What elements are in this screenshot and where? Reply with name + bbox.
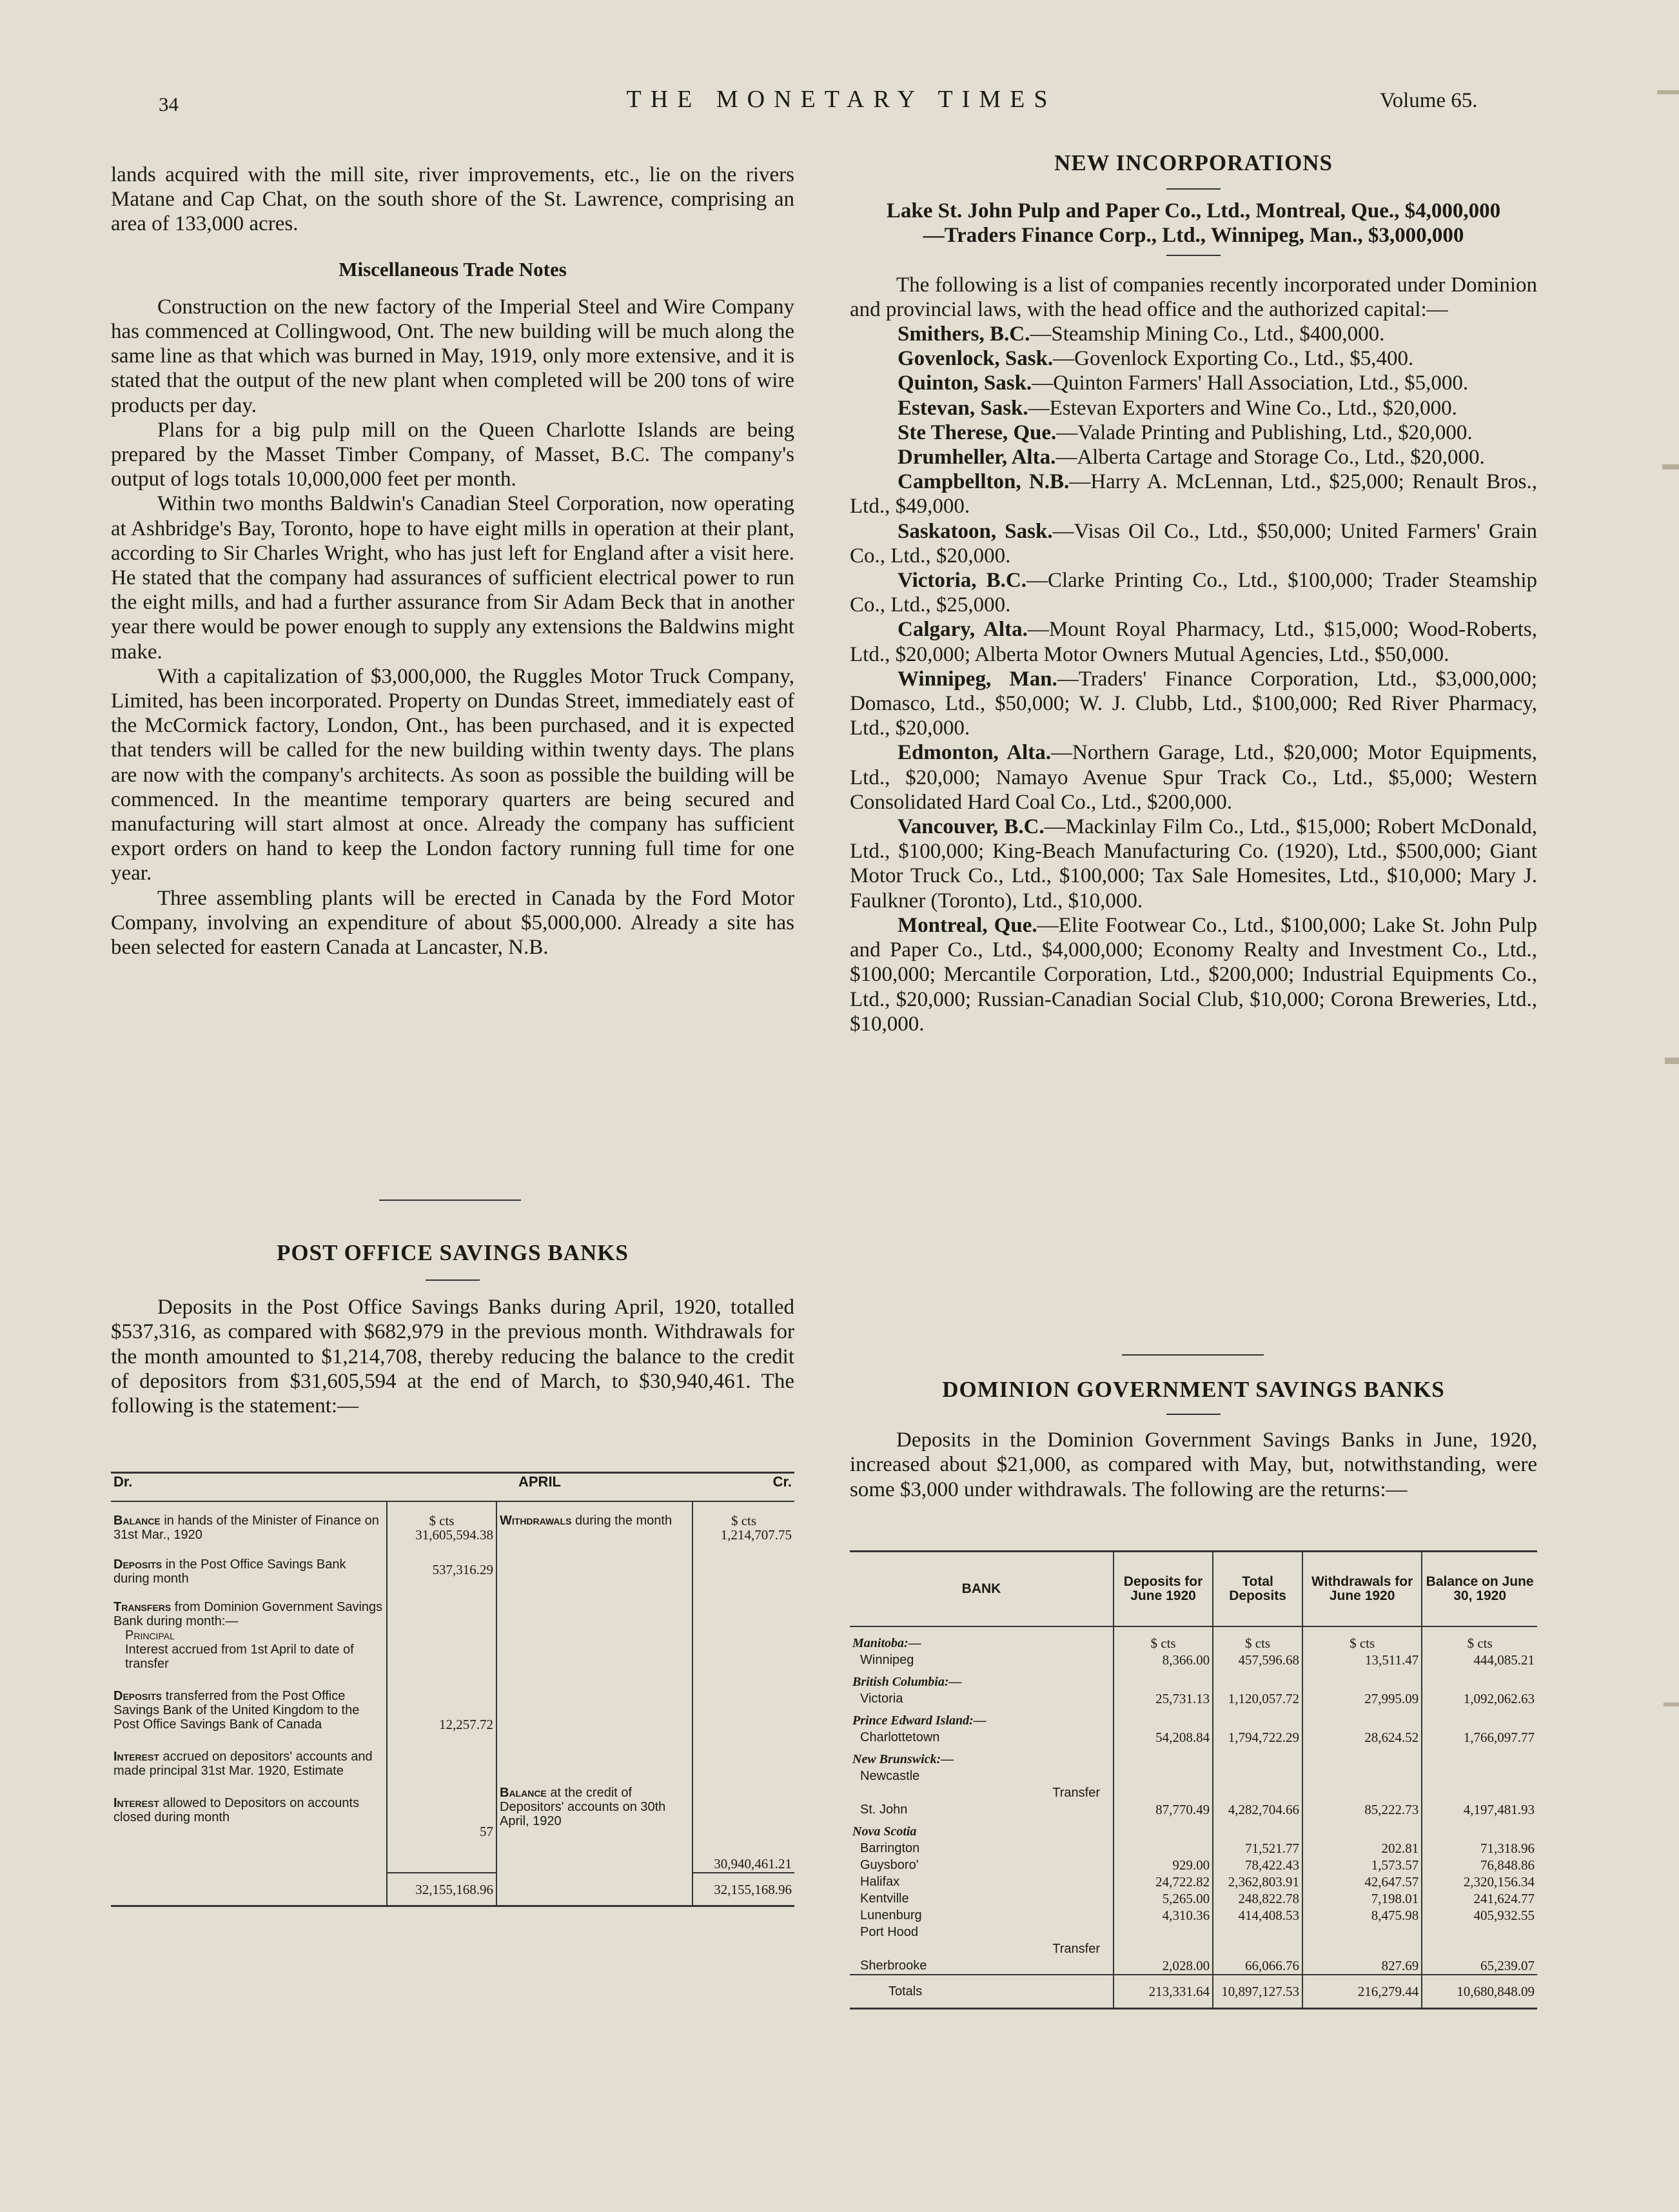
total-wd: 216,279.44 — [1302, 1975, 1422, 2009]
cell-tot — [1213, 1940, 1302, 1957]
col-deposits: Deposits for June 1920 — [1114, 1552, 1213, 1627]
dr-header: Dr. — [111, 1473, 387, 1502]
incorporation-entry — [850, 371, 1537, 395]
entry-text: —Estevan Exporters and Wine Co., Ltd., $20,000. — [1028, 396, 1457, 420]
incorporation-entry — [850, 346, 1537, 371]
cell-tot: 71,521.77 — [1213, 1840, 1302, 1857]
cell-tot: 1,120,057.72 — [1213, 1690, 1302, 1707]
page-edge-mark — [1657, 90, 1679, 94]
incorporation-entry — [850, 445, 1537, 469]
bank-name: Kentville — [860, 1891, 909, 1906]
post-office-statement-table — [111, 1472, 794, 1907]
cell-dep: 25,731.13 — [1114, 1690, 1213, 1707]
cell-dep: 929.00 — [1114, 1857, 1213, 1873]
entry-text: —Northern Garage, Ltd., $20,000; Motor Equipments, Ltd., $20,000; Namayo Avenue Spur Track Co., Ltd., $5,000; Western Consolidated Hard Coal Co., Ltd., $200,000. — [850, 741, 1537, 814]
entry-text: —Traders' Finance Corporation, Ltd., $3,000,000; Domasco, Ltd., $50,000; W. J. Clubb, Ltd., $100,000; Red River Pharmacy, Ltd., $20,000. — [850, 667, 1537, 740]
cell-tot: 2,362,803.91 — [1213, 1873, 1302, 1890]
cell-wd — [1302, 1768, 1422, 1784]
entry-place: Vancouver, B.C. — [898, 815, 1045, 839]
table-row — [850, 1652, 1537, 1668]
cell-bal — [1422, 1940, 1537, 1957]
cell-bal: 444,085.21 — [1422, 1652, 1537, 1668]
cell-tot: 4,282,704.66 — [1213, 1801, 1302, 1818]
cr-header: Cr. — [692, 1473, 794, 1502]
table-row — [850, 1857, 1537, 1873]
units-label: $ cts — [1114, 1626, 1213, 1652]
province-label: New Brunswick:— — [852, 1752, 954, 1766]
cell-dep — [1114, 1924, 1213, 1940]
entry-place: Drumheller, Alta. — [898, 446, 1056, 469]
table-row: Deposits transferred from the Post Office Savings Bank of the United Kingdom to the Post Office Savings Bank of Canada 12,257.72 — [111, 1672, 794, 1733]
cell-bal — [1422, 1768, 1537, 1784]
incorporation-entry — [850, 913, 1537, 1036]
heading-rule — [1166, 188, 1221, 190]
incorporations-intro: The following is a list of companies recently incorporated under Dominion and provincial laws, with the head office and the authorized capital:— — [850, 273, 1537, 321]
cell-dep — [1114, 1784, 1213, 1801]
table-row — [850, 1690, 1537, 1707]
entry-place: Ste Therese, Que. — [898, 420, 1057, 444]
uk-transfer-amount: 12,257.72 — [387, 1672, 496, 1733]
new-incorporations-heading: NEW INCORPORATIONS — [1054, 150, 1333, 175]
heading-rule — [1166, 1414, 1221, 1415]
units-label: $ cts — [1302, 1626, 1422, 1652]
table-row — [850, 1801, 1537, 1818]
cell-wd: 28,624.52 — [1302, 1729, 1422, 1746]
entry-text: —Steamship Mining Co., Ltd., $400,000. — [1030, 322, 1385, 346]
table-row — [850, 1940, 1537, 1957]
incorporation-entry — [850, 420, 1537, 445]
entry-text: —Valade Printing and Publishing, Ltd., $20,000. — [1056, 420, 1473, 444]
table-header-row — [111, 1473, 794, 1502]
table-row — [850, 1873, 1537, 1890]
interest-allowed-amount: 57 — [387, 1779, 496, 1873]
incorporation-entry — [850, 568, 1537, 617]
units-label: $ cts — [1213, 1626, 1302, 1652]
entry-text: —Mackinlay Film Co., Ltd., $15,000; Robert McDonald, Ltd., $100,000; King-Beach Manufacturing Co. (1920), Ltd., $500,000; Giant Motor Truck Co., Ltd., $100,000; Tax Sale Homesites, Ltd., $10,000; Mary J. Faulkner (Toronto), Ltd., $10,000. — [850, 815, 1538, 913]
incorporation-entry — [850, 396, 1537, 420]
deposits-amount: 537,316.29 — [387, 1543, 496, 1587]
province-label: Prince Edward Island:— — [852, 1713, 987, 1728]
col-total: Total Deposits — [1213, 1552, 1302, 1627]
entry-place: Govenlock, Sask. — [898, 347, 1054, 371]
entry-place: Edmonton, Alta. — [898, 741, 1051, 765]
dominion-section — [850, 1378, 1537, 1502]
cell-dep — [1114, 1940, 1213, 1957]
april-header: APRIL — [387, 1473, 692, 1502]
col-balance: Balance on June 30, 1920 — [1422, 1552, 1537, 1627]
table-total-row — [111, 1873, 794, 1906]
entry-text: —Visas Oil Co., Ltd., $50,000; United Farmers' Grain Co., Ltd., $20,000. — [850, 519, 1537, 568]
bank-name: Sherbrooke — [860, 1959, 927, 1973]
entry-place: Smithers, B.C. — [898, 322, 1030, 346]
dominion-paragraph: Deposits in the Dominion Government Savings Banks in June, 1920, increased about $21,000, as compared with May, but, notwithstanding, were some $3,000 under withdrawals. The following are the returns:— — [850, 1428, 1537, 1501]
cell-wd: 42,647.57 — [1302, 1873, 1422, 1890]
cell-wd: 13,511.47 — [1302, 1652, 1422, 1668]
table-row: Balance in hands of the Minister of Finance on 31st Mar., 1920 $ cts 31,605,594.38 Withdrawals during the month $ cts 1,214,707.75 — [111, 1501, 794, 1543]
group-row — [850, 1707, 1537, 1729]
incorporation-entry — [850, 322, 1537, 346]
cell-wd: 27,995.09 — [1302, 1690, 1422, 1707]
group-row — [850, 1818, 1537, 1840]
entry-place: Winnipeg, Man. — [898, 667, 1057, 691]
left-column — [111, 163, 794, 960]
page-edge-mark — [1662, 464, 1679, 469]
entry-text: —Mount Royal Pharmacy, Ltd., $15,000; Wood-Roberts, Ltd., $20,000; Alberta Motor Owners Mutual Agencies, Ltd., $50,000. — [850, 618, 1537, 666]
page-edge-mark — [1664, 1703, 1679, 1706]
cell-wd — [1302, 1924, 1422, 1940]
closing-balance: 30,940,461.21 — [692, 1779, 794, 1873]
paragraph-masset-timber: Plans for a big pulp mill on the Queen Charlotte Islands are being prepared by the Masset Timber Company, of Masset, B.C. The company's output of logs totals 10,000,000 feet per month. — [111, 418, 794, 491]
bank-name: Transfer — [1052, 1942, 1100, 1956]
left-total: 32,155,168.96 — [387, 1873, 496, 1906]
cell-tot: 457,596.68 — [1213, 1652, 1302, 1668]
cell-dep: 8,366.00 — [1114, 1652, 1213, 1668]
dominion-heading: DOMINION GOVERNMENT SAVINGS BANKS — [942, 1377, 1445, 1402]
group-row — [850, 1668, 1537, 1690]
total-bal: 10,680,848.09 — [1422, 1975, 1537, 2009]
misc-trade-notes-heading: Miscellaneous Trade Notes — [339, 257, 567, 281]
withdrawals-amount: 1,214,707.75 — [720, 1527, 792, 1543]
units-label: $ cts — [1422, 1626, 1537, 1652]
col-withdrawals: Withdrawals for June 1920 — [1302, 1552, 1422, 1627]
cell-bal — [1422, 1924, 1537, 1940]
incorporation-entry — [850, 617, 1537, 666]
bank-name: Transfer — [1052, 1786, 1100, 1800]
cell-bal: 1,092,062.63 — [1422, 1690, 1537, 1707]
dominion-returns-table — [850, 1550, 1537, 2010]
entry-text: —Harry A. McLennan, Ltd., $25,000; Renault Bros., Ltd., $49,000. — [850, 470, 1537, 518]
bank-name: Port Hood — [860, 1925, 919, 1939]
incorporation-entry — [850, 519, 1537, 568]
totals-label: Totals — [850, 1975, 1114, 2009]
cell-dep — [1114, 1840, 1213, 1857]
cell-bal: 65,239.07 — [1422, 1957, 1537, 1975]
cell-wd: 202.81 — [1302, 1840, 1422, 1857]
post-office-paragraph: Deposits in the Post Office Savings Banks during April, 1920, totalled $537,316, as compared with $682,979 in the previous month. Withdrawals for the month amounted to $1,214,708, thereby reducing the balance to the credit of depositors from $31,605,594 at the end of March, to $30,940,461. The following is the statement:— — [111, 1296, 794, 1418]
province-label: British Columbia:— — [852, 1675, 962, 1689]
page-edge-mark — [1665, 1058, 1679, 1064]
cell-wd: 85,222.73 — [1302, 1801, 1422, 1818]
entry-text: —Quinton Farmers' Hall Association, Ltd., $5,000. — [1032, 371, 1469, 395]
incorporation-list — [850, 322, 1537, 1036]
right-total: 32,155,168.96 — [692, 1873, 794, 1906]
cell-bal: 405,932.55 — [1422, 1907, 1537, 1924]
cell-wd: 1,573.57 — [1302, 1857, 1422, 1873]
bank-name: Newcastle — [860, 1769, 920, 1783]
entry-place: Estevan, Sask. — [898, 396, 1028, 420]
entry-place: Quinton, Sask. — [898, 371, 1032, 395]
table-row — [850, 1784, 1537, 1801]
cell-bal: 4,197,481.93 — [1422, 1801, 1537, 1818]
cell-tot: 78,422.43 — [1213, 1857, 1302, 1873]
cell-tot: 66,066.76 — [1213, 1957, 1302, 1975]
heading-rule — [426, 1279, 480, 1281]
entry-place: Victoria, B.C. — [898, 569, 1026, 593]
bank-name: Lunenburg — [860, 1908, 922, 1922]
table-row — [850, 1840, 1537, 1857]
cell-tot — [1213, 1768, 1302, 1784]
incorporations-highlight: Lake St. John Pulp and Paper Co., Ltd., Montreal, Que., $4,000,000—Traders Finance Corp., Ltd., Winnipeg, Man., $3,000,000 — [886, 199, 1501, 248]
total-tot: 10,897,127.53 — [1213, 1975, 1302, 2009]
entry-text: —Elite Footwear Co., Ltd., $100,000; Lake St. John Pulp and Paper Co., Ltd., $4,000,000; Economy Realty and Investment Co., Ltd., $100,000; Mercantile Corporation, Ltd., $200,000; Industrial Equipments Co., Ltd., $20,000; Russian-Canadian Social Club, $10,000; Corona Breweries, Ltd., $10,000. — [850, 913, 1537, 1036]
cell-wd — [1302, 1784, 1422, 1801]
section-divider — [1122, 1354, 1264, 1356]
cell-dep: 4,310.36 — [1114, 1907, 1213, 1924]
paragraph-imperial-steel: Construction on the new factory of the Imperial Steel and Wire Company has commenced at Collingwood, Ont. The new building will be much along the same line as that which was burned in May, 1919, only more extensive, and it is stated that the output of the new plant when completed will be 200 tons of wire products per day. — [111, 295, 794, 417]
total-dep: 213,331.64 — [1114, 1975, 1213, 2009]
bank-name: Halifax — [860, 1875, 900, 1889]
table-row — [850, 1924, 1537, 1940]
group-row — [850, 1626, 1537, 1652]
paragraph-ruggles: With a capitalization of $3,000,000, the Ruggles Motor Truck Company, Limited, has been incorporated. Property on Dundas Street, immediately east of the McCormick factory, London, Ont., has been purchased, and it is expected that tenders will be called for the new building within twenty days. The plans are now with the company's architects. As soon as possible the building will be commenced. In the meantime temporary quarters are being secured and manufacturing will start almost at once. Already the company has sufficient export orders on hand to keep the London factory running full time for one year. — [111, 664, 794, 885]
table-row: Transfers from Dominion Government Savings Bank during month:— Principal Interest accrued from 1st April to date of transfer — [111, 1587, 794, 1672]
table-row — [850, 1890, 1537, 1907]
entry-text: —Clarke Printing Co., Ltd., $100,000; Trader Steamship Co., Ltd., $25,000. — [850, 569, 1538, 617]
cell-bal: 1,766,097.77 — [1422, 1729, 1537, 1746]
cell-tot: 1,794,722.29 — [1213, 1729, 1302, 1746]
bank-name: Barrington — [860, 1841, 920, 1855]
heading-rule — [1166, 255, 1221, 256]
volume-label: Volume 65. — [1380, 89, 1478, 112]
cell-bal: 2,320,156.34 — [1422, 1873, 1537, 1890]
cell-bal — [1422, 1784, 1537, 1801]
table-row: Interest accrued on depositors' accounts and made principal 31st Mar. 1920, Estimate — [111, 1733, 794, 1779]
table-row: Interest allowed to Depositors on accounts closed during month 57 Balance at the credit of Depositors' accounts on 30th April, 1920 30,940,461.21 — [111, 1779, 794, 1873]
cell-wd: 827.69 — [1302, 1957, 1422, 1975]
right-column — [850, 151, 1537, 1036]
province-label: Nova Scotia — [852, 1824, 917, 1839]
table-row — [850, 1768, 1537, 1784]
table-header-row — [850, 1552, 1537, 1627]
entry-text: —Govenlock Exporting Co., Ltd., $5,400. — [1053, 347, 1414, 371]
table-row: Deposits in the Post Office Savings Bank during month 537,316.29 — [111, 1543, 794, 1587]
province-label: Manitoba:— — [852, 1636, 921, 1650]
col-bank: BANK — [850, 1552, 1114, 1627]
cell-tot — [1213, 1784, 1302, 1801]
incorporation-entry — [850, 740, 1537, 815]
page-number: 34 — [159, 93, 179, 115]
table-row — [850, 1957, 1537, 1975]
table-row — [850, 1729, 1537, 1746]
cell-dep: 87,770.49 — [1114, 1801, 1213, 1818]
cell-dep: 54,208.84 — [1114, 1729, 1213, 1746]
cell-bal: 76,848.86 — [1422, 1857, 1537, 1873]
entry-place: Saskatoon, Sask. — [898, 519, 1053, 543]
group-row — [850, 1746, 1537, 1768]
cell-dep: 24,722.82 — [1114, 1873, 1213, 1890]
cell-wd — [1302, 1940, 1422, 1957]
entry-place: Calgary, Alta. — [898, 618, 1028, 642]
entry-place: Montreal, Que. — [898, 913, 1037, 937]
cell-dep: 2,028.00 — [1114, 1957, 1213, 1975]
cell-wd: 8,475.98 — [1302, 1907, 1422, 1924]
incorporation-entry — [850, 469, 1537, 518]
cell-dep — [1114, 1768, 1213, 1784]
bank-name: Charlottetown — [860, 1730, 940, 1744]
cell-tot: 414,408.53 — [1213, 1907, 1302, 1924]
cell-tot: 248,822.78 — [1213, 1890, 1302, 1907]
totals-row — [850, 1975, 1537, 2009]
cell-wd: 7,198.01 — [1302, 1890, 1422, 1907]
entry-text: —Alberta Cartage and Storage Co., Ltd., $20,000. — [1056, 446, 1485, 469]
running-header — [0, 85, 1679, 124]
cell-tot — [1213, 1924, 1302, 1940]
paragraph-ford: Three assembling plants will be erected in Canada by the Ford Motor Company, involving an expenditure of about $5,000,000. Already a site has been selected for eastern Canada at Lancaster, N.B. — [111, 886, 794, 960]
table-row — [850, 1907, 1537, 1924]
paragraph-baldwins: Within two months Baldwin's Canadian Steel Corporation, now operating at Ashbridge's Bay, Toronto, hope to have eight mills in operation at their plant, according to Sir Charles Wright, who has just left for England after a visit here. He stated that the company had assurances of sufficient electrical power to run the eight mills, and had a further assurance from Sir Adam Beck that in another year there would be power enough to supply any extensions the Baldwins might make. — [111, 492, 794, 664]
section-divider — [379, 1200, 521, 1201]
cell-dep: 5,265.00 — [1114, 1890, 1213, 1907]
cell-bal: 71,318.96 — [1422, 1840, 1537, 1857]
post-office-section — [111, 1241, 794, 1418]
incorporation-entry — [850, 815, 1537, 913]
intro-paragraph: lands acquired with the mill site, river improvements, etc., lie on the rivers Matane and Cap Chat, on the south shore of the St. Lawrence, comprising an area of 133,000 acres. — [111, 163, 794, 236]
incorporation-entry — [850, 667, 1537, 741]
cell-bal: 241,624.77 — [1422, 1890, 1537, 1907]
bank-name: St. John — [860, 1802, 908, 1817]
entry-place: Campbellton, N.B. — [898, 470, 1070, 494]
bank-name: Victoria — [860, 1692, 903, 1706]
bank-name: Winnipeg — [860, 1653, 914, 1667]
publication-title: THE MONETARY TIMES — [626, 86, 1057, 113]
post-office-heading: POST OFFICE SAVINGS BANKS — [277, 1240, 629, 1265]
opening-balance: 31,605,594.38 — [415, 1527, 493, 1543]
bank-name: Guysboro' — [860, 1858, 919, 1872]
